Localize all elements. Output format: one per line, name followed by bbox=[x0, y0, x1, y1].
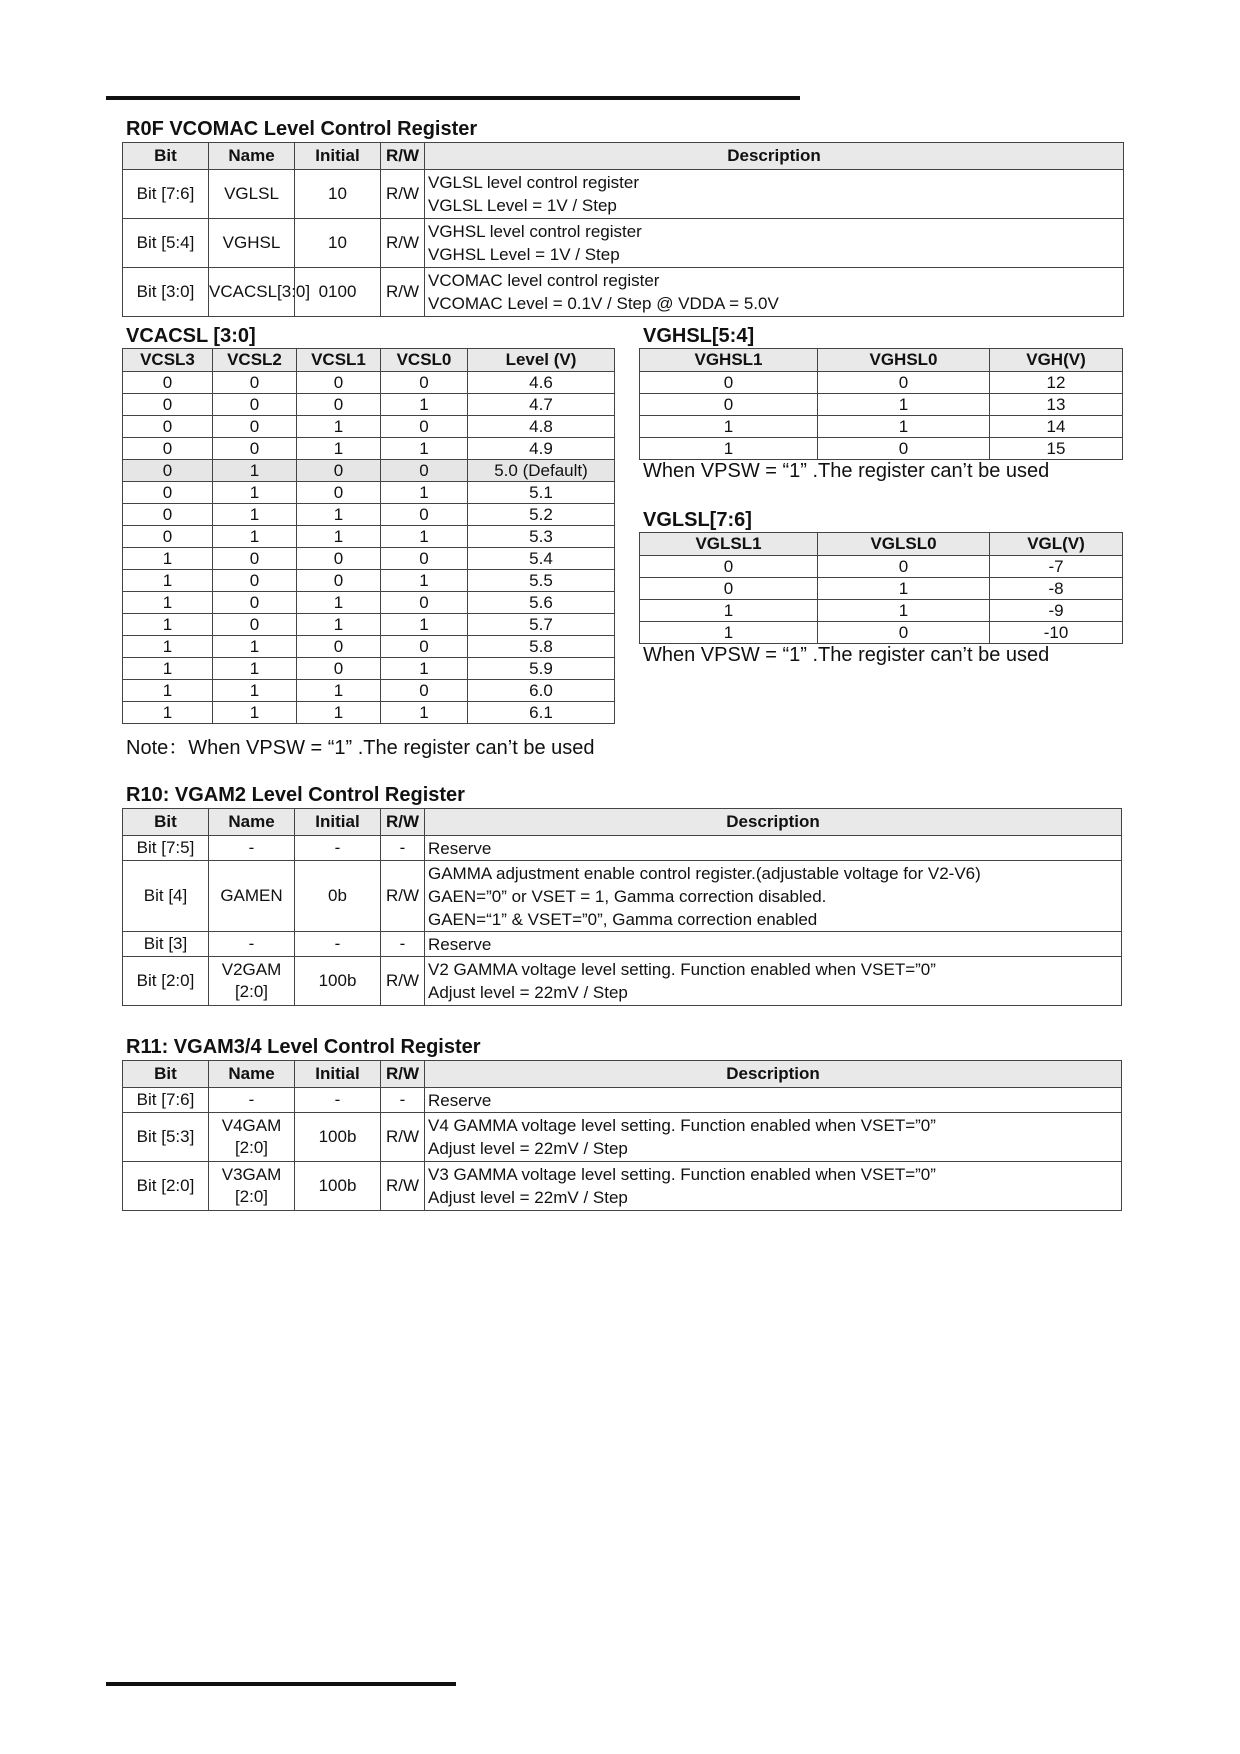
r0f-table bbox=[122, 142, 1124, 317]
table-row bbox=[123, 416, 615, 438]
table-header-row bbox=[123, 143, 1124, 170]
description-cell bbox=[425, 170, 1124, 219]
value-cell: 1 bbox=[123, 592, 213, 614]
value-cell: 1 bbox=[818, 394, 990, 416]
vglsl-note: When VPSW = “1” .The register can’t be used bbox=[643, 644, 1050, 666]
vcacsl-table bbox=[122, 348, 615, 724]
value-cell: 4.9 bbox=[468, 438, 615, 460]
col-header: VCSL0 bbox=[381, 349, 468, 372]
col-header: VCSL2 bbox=[213, 349, 297, 372]
value-cell: 0 bbox=[818, 438, 990, 460]
table-row bbox=[123, 702, 615, 724]
vcacsl-title: VCACSL [3:0] bbox=[126, 325, 256, 347]
rw-cell: R/W bbox=[381, 957, 425, 1006]
value-cell: 5.4 bbox=[468, 548, 615, 570]
col-header: Description bbox=[425, 143, 1124, 170]
value-cell: 0 bbox=[297, 394, 381, 416]
bit-cell: Bit [4] bbox=[123, 861, 209, 932]
value-cell: 0 bbox=[818, 372, 990, 394]
rw-cell: R/W bbox=[381, 861, 425, 932]
value-cell: 1 bbox=[123, 548, 213, 570]
value-cell: 1 bbox=[123, 702, 213, 724]
description-cell bbox=[425, 932, 1122, 957]
value-cell: 0 bbox=[381, 592, 468, 614]
description-cell bbox=[425, 836, 1122, 861]
value-cell: 1 bbox=[381, 482, 468, 504]
r10-title: R10: VGAM2 Level Control Register bbox=[126, 784, 465, 806]
value-cell: 5.2 bbox=[468, 504, 615, 526]
description-line: Adjust level = 22mV / Step bbox=[428, 1188, 628, 1207]
rw-cell: R/W bbox=[381, 219, 425, 268]
description-cell bbox=[425, 1088, 1122, 1113]
table-row bbox=[123, 548, 615, 570]
description-line: VCOMAC level control register bbox=[428, 271, 660, 290]
initial-cell: 0b bbox=[295, 861, 381, 932]
table-row bbox=[123, 957, 1122, 1006]
vcacsl-block bbox=[122, 348, 615, 724]
initial-cell: - bbox=[295, 932, 381, 957]
value-cell: -10 bbox=[990, 622, 1123, 644]
description-line: V4 GAMMA voltage level setting. Function enabled when VSET=”0” bbox=[428, 1116, 936, 1135]
table-row bbox=[123, 680, 615, 702]
table-row bbox=[123, 504, 615, 526]
value-cell: 1 bbox=[297, 416, 381, 438]
initial-cell: - bbox=[295, 836, 381, 861]
value-cell: 0 bbox=[381, 504, 468, 526]
value-cell: 0 bbox=[381, 548, 468, 570]
value-cell: 1 bbox=[381, 438, 468, 460]
table-header-row bbox=[123, 349, 615, 372]
name-cell: V4GAM [2:0] bbox=[209, 1113, 295, 1162]
value-cell: 0 bbox=[213, 548, 297, 570]
description-cell bbox=[425, 957, 1122, 1006]
value-cell: 0 bbox=[123, 438, 213, 460]
value-cell: 0 bbox=[297, 570, 381, 592]
bit-cell: Bit [2:0] bbox=[123, 957, 209, 1006]
table-row bbox=[123, 482, 615, 504]
value-cell: -8 bbox=[990, 578, 1123, 600]
table-row bbox=[123, 1088, 1122, 1113]
col-header: VGL(V) bbox=[990, 533, 1123, 556]
value-cell: 1 bbox=[213, 526, 297, 548]
value-cell: 1 bbox=[381, 702, 468, 724]
col-header: Initial bbox=[295, 809, 381, 836]
description-line: VGHSL level control register bbox=[428, 222, 642, 241]
col-header: VCSL1 bbox=[297, 349, 381, 372]
value-cell: 1 bbox=[640, 438, 818, 460]
bit-cell: Bit [5:4] bbox=[123, 219, 209, 268]
value-cell: 0 bbox=[123, 482, 213, 504]
value-cell: 1 bbox=[297, 614, 381, 636]
value-cell: 0 bbox=[297, 548, 381, 570]
table-row bbox=[123, 372, 615, 394]
value-cell: 14 bbox=[990, 416, 1123, 438]
description-line: GAMMA adjustment enable control register.(adjustable voltage for V2-V6) bbox=[428, 863, 981, 883]
value-cell: 5.0 (Default) bbox=[468, 460, 615, 482]
description-cell bbox=[425, 1162, 1122, 1211]
value-cell: 0 bbox=[640, 372, 818, 394]
value-cell: 12 bbox=[990, 372, 1123, 394]
value-cell: 0 bbox=[213, 372, 297, 394]
table-row bbox=[123, 219, 1124, 268]
bit-cell: Bit [3] bbox=[123, 932, 209, 957]
value-cell: 1 bbox=[213, 460, 297, 482]
description-line: GAEN=”0” or VSET = 1, Gamma correction disabled. bbox=[428, 886, 827, 906]
col-header: VGH(V) bbox=[990, 349, 1123, 372]
value-cell: 1 bbox=[213, 636, 297, 658]
value-cell: 1 bbox=[381, 658, 468, 680]
col-header: Bit bbox=[123, 1061, 209, 1088]
value-cell: 0 bbox=[123, 372, 213, 394]
top-rule bbox=[106, 96, 800, 100]
value-cell: 13 bbox=[990, 394, 1123, 416]
value-cell: 1 bbox=[818, 600, 990, 622]
initial-cell: - bbox=[295, 1088, 381, 1113]
table-row bbox=[123, 836, 1122, 861]
table-row bbox=[123, 570, 615, 592]
col-header: VGLSL1 bbox=[640, 533, 818, 556]
value-cell: 1 bbox=[818, 578, 990, 600]
value-cell: 4.6 bbox=[468, 372, 615, 394]
value-cell: 0 bbox=[297, 482, 381, 504]
table-row bbox=[123, 1162, 1122, 1211]
value-cell: 0 bbox=[213, 438, 297, 460]
name-cell: V2GAM [2:0] bbox=[209, 957, 295, 1006]
value-cell: 0 bbox=[123, 504, 213, 526]
name-cell: V3GAM [2:0] bbox=[209, 1162, 295, 1211]
col-header: Name bbox=[209, 143, 295, 170]
value-cell: 1 bbox=[297, 592, 381, 614]
name-cell: VCACSL[3:0] bbox=[209, 268, 295, 317]
value-cell: 1 bbox=[123, 636, 213, 658]
rw-cell: R/W bbox=[381, 268, 425, 317]
value-cell: 1 bbox=[297, 680, 381, 702]
table-row bbox=[640, 600, 1123, 622]
table-row bbox=[123, 438, 615, 460]
table-row bbox=[123, 861, 1122, 932]
value-cell: 1 bbox=[123, 680, 213, 702]
r11-title: R11: VGAM3/4 Level Control Register bbox=[126, 1036, 481, 1058]
description-line: VGLSL Level = 1V / Step bbox=[428, 196, 617, 215]
table-row bbox=[123, 658, 615, 680]
value-cell: 5.3 bbox=[468, 526, 615, 548]
description-line: Reserve bbox=[428, 1090, 492, 1110]
col-header: R/W bbox=[381, 809, 425, 836]
value-cell: 1 bbox=[381, 526, 468, 548]
table-row bbox=[640, 394, 1123, 416]
value-cell: 0 bbox=[297, 658, 381, 680]
value-cell: 0 bbox=[381, 460, 468, 482]
col-header: Bit bbox=[123, 143, 209, 170]
r10-block bbox=[122, 808, 1122, 1006]
bit-cell: Bit [2:0] bbox=[123, 1162, 209, 1211]
description-cell bbox=[425, 219, 1124, 268]
description-line: Adjust level = 22mV / Step bbox=[428, 1139, 628, 1158]
value-cell: 4.8 bbox=[468, 416, 615, 438]
r0f-title: R0F VCOMAC Level Control Register bbox=[126, 118, 478, 140]
value-cell: 0 bbox=[381, 636, 468, 658]
value-cell: 0 bbox=[818, 622, 990, 644]
value-cell: 0 bbox=[381, 416, 468, 438]
value-cell: 5.7 bbox=[468, 614, 615, 636]
table-row bbox=[123, 170, 1124, 219]
table-row bbox=[123, 268, 1124, 317]
table-header-row bbox=[640, 533, 1123, 556]
value-cell: 1 bbox=[381, 394, 468, 416]
value-cell: 1 bbox=[123, 614, 213, 636]
r10-table bbox=[122, 808, 1122, 1006]
description-line: VCOMAC Level = 0.1V / Step @ VDDA = 5.0V bbox=[428, 294, 779, 313]
value-cell: 0 bbox=[213, 614, 297, 636]
value-cell: 1 bbox=[213, 482, 297, 504]
table-header-row bbox=[123, 809, 1122, 836]
value-cell: 0 bbox=[123, 526, 213, 548]
table-row bbox=[640, 578, 1123, 600]
vghsl-title: VGHSL[5:4] bbox=[643, 325, 755, 347]
value-cell: 5.5 bbox=[468, 570, 615, 592]
description-line: V3 GAMMA voltage level setting. Function enabled when VSET=”0” bbox=[428, 1165, 936, 1184]
value-cell: 15 bbox=[990, 438, 1123, 460]
description-line: Reserve bbox=[428, 934, 492, 954]
bit-cell: Bit [7:5] bbox=[123, 836, 209, 861]
col-header: Level (V) bbox=[468, 349, 615, 372]
vcacsl-note: Note：When VPSW = “1” .The register can’t be used bbox=[126, 737, 595, 759]
value-cell: 0 bbox=[297, 460, 381, 482]
value-cell: 1 bbox=[297, 526, 381, 548]
description-line: VGLSL level control register bbox=[428, 173, 640, 192]
table-header-row bbox=[640, 349, 1123, 372]
description-cell bbox=[425, 268, 1124, 317]
rw-cell: - bbox=[381, 932, 425, 957]
rw-cell: R/W bbox=[381, 1162, 425, 1211]
table-row bbox=[640, 622, 1123, 644]
value-cell: 4.7 bbox=[468, 394, 615, 416]
table-row bbox=[123, 614, 615, 636]
vglsl-table bbox=[639, 532, 1123, 644]
value-cell: 0 bbox=[123, 394, 213, 416]
vghsl-note: When VPSW = “1” .The register can’t be used bbox=[643, 460, 1050, 482]
col-header: Name bbox=[209, 809, 295, 836]
col-header: VGHSL1 bbox=[640, 349, 818, 372]
table-row bbox=[123, 394, 615, 416]
vglsl-title: VGLSL[7:6] bbox=[643, 509, 752, 531]
initial-cell: 100b bbox=[295, 1113, 381, 1162]
value-cell: 0 bbox=[381, 680, 468, 702]
value-cell: 0 bbox=[213, 592, 297, 614]
bit-cell: Bit [5:3] bbox=[123, 1113, 209, 1162]
table-row bbox=[123, 460, 615, 482]
description-cell bbox=[425, 861, 1122, 932]
name-cell: - bbox=[209, 836, 295, 861]
col-header: Initial bbox=[295, 1061, 381, 1088]
value-cell: 0 bbox=[640, 578, 818, 600]
vghsl-block bbox=[639, 348, 1123, 460]
col-header: VGLSL0 bbox=[818, 533, 990, 556]
value-cell: 1 bbox=[640, 600, 818, 622]
col-header: Bit bbox=[123, 809, 209, 836]
col-header: Initial bbox=[295, 143, 381, 170]
value-cell: 5.8 bbox=[468, 636, 615, 658]
rw-cell: - bbox=[381, 836, 425, 861]
value-cell: 1 bbox=[818, 416, 990, 438]
value-cell: 1 bbox=[123, 658, 213, 680]
value-cell: 0 bbox=[297, 636, 381, 658]
col-header: Description bbox=[425, 1061, 1122, 1088]
description-cell bbox=[425, 1113, 1122, 1162]
value-cell: 0 bbox=[381, 372, 468, 394]
table-row bbox=[123, 932, 1122, 957]
description-line: GAEN=“1” & VSET=”0”, Gamma correction enabled bbox=[428, 909, 818, 929]
description-line: Adjust level = 22mV / Step bbox=[428, 983, 628, 1002]
col-header: Description bbox=[425, 809, 1122, 836]
value-cell: 0 bbox=[123, 460, 213, 482]
name-cell: - bbox=[209, 1088, 295, 1113]
table-row bbox=[640, 556, 1123, 578]
value-cell: 1 bbox=[297, 702, 381, 724]
bottom-rule bbox=[106, 1682, 456, 1686]
value-cell: 0 bbox=[213, 394, 297, 416]
value-cell: 1 bbox=[297, 504, 381, 526]
value-cell: -7 bbox=[990, 556, 1123, 578]
value-cell: 1 bbox=[213, 702, 297, 724]
table-row bbox=[640, 416, 1123, 438]
description-line: VGHSL Level = 1V / Step bbox=[428, 245, 620, 264]
value-cell: 1 bbox=[640, 416, 818, 438]
table-header-row bbox=[123, 1061, 1122, 1088]
value-cell: 0 bbox=[818, 556, 990, 578]
bit-cell: Bit [7:6] bbox=[123, 170, 209, 219]
description-line: V2 GAMMA voltage level setting. Function enabled when VSET=”0” bbox=[428, 960, 936, 979]
value-cell: 0 bbox=[213, 416, 297, 438]
table-row bbox=[123, 636, 615, 658]
table-row bbox=[123, 526, 615, 548]
value-cell: 1 bbox=[381, 614, 468, 636]
value-cell: 1 bbox=[640, 622, 818, 644]
value-cell: 1 bbox=[381, 570, 468, 592]
table-row bbox=[123, 592, 615, 614]
vglsl-block bbox=[639, 532, 1123, 644]
value-cell: 5.1 bbox=[468, 482, 615, 504]
col-header: Name bbox=[209, 1061, 295, 1088]
value-cell: 1 bbox=[213, 658, 297, 680]
name-cell: GAMEN bbox=[209, 861, 295, 932]
initial-cell: 100b bbox=[295, 1162, 381, 1211]
table-row bbox=[640, 372, 1123, 394]
initial-cell: 100b bbox=[295, 957, 381, 1006]
rw-cell: R/W bbox=[381, 170, 425, 219]
name-cell: - bbox=[209, 932, 295, 957]
value-cell: -9 bbox=[990, 600, 1123, 622]
value-cell: 5.9 bbox=[468, 658, 615, 680]
name-cell: VGLSL bbox=[209, 170, 295, 219]
value-cell: 5.6 bbox=[468, 592, 615, 614]
name-cell: VGHSL bbox=[209, 219, 295, 268]
value-cell: 0 bbox=[640, 556, 818, 578]
value-cell: 1 bbox=[297, 438, 381, 460]
bit-cell: Bit [7:6] bbox=[123, 1088, 209, 1113]
vghsl-table bbox=[639, 348, 1123, 460]
value-cell: 1 bbox=[213, 504, 297, 526]
table-row bbox=[640, 438, 1123, 460]
col-header: VGHSL0 bbox=[818, 349, 990, 372]
bit-cell: Bit [3:0] bbox=[123, 268, 209, 317]
description-line: Reserve bbox=[428, 838, 492, 858]
value-cell: 0 bbox=[297, 372, 381, 394]
r11-table bbox=[122, 1060, 1122, 1211]
value-cell: 6.1 bbox=[468, 702, 615, 724]
r0f-block bbox=[122, 142, 1124, 317]
value-cell: 0 bbox=[123, 416, 213, 438]
col-header: R/W bbox=[381, 143, 425, 170]
value-cell: 1 bbox=[123, 570, 213, 592]
rw-cell: R/W bbox=[381, 1113, 425, 1162]
r11-block bbox=[122, 1060, 1122, 1211]
rw-cell: - bbox=[381, 1088, 425, 1113]
col-header: VCSL3 bbox=[123, 349, 213, 372]
table-row bbox=[123, 1113, 1122, 1162]
initial-cell: 10 bbox=[295, 219, 381, 268]
col-header: R/W bbox=[381, 1061, 425, 1088]
initial-cell: 10 bbox=[295, 170, 381, 219]
value-cell: 6.0 bbox=[468, 680, 615, 702]
value-cell: 0 bbox=[213, 570, 297, 592]
value-cell: 0 bbox=[640, 394, 818, 416]
value-cell: 1 bbox=[213, 680, 297, 702]
initial-cell: 0100 bbox=[295, 268, 381, 317]
